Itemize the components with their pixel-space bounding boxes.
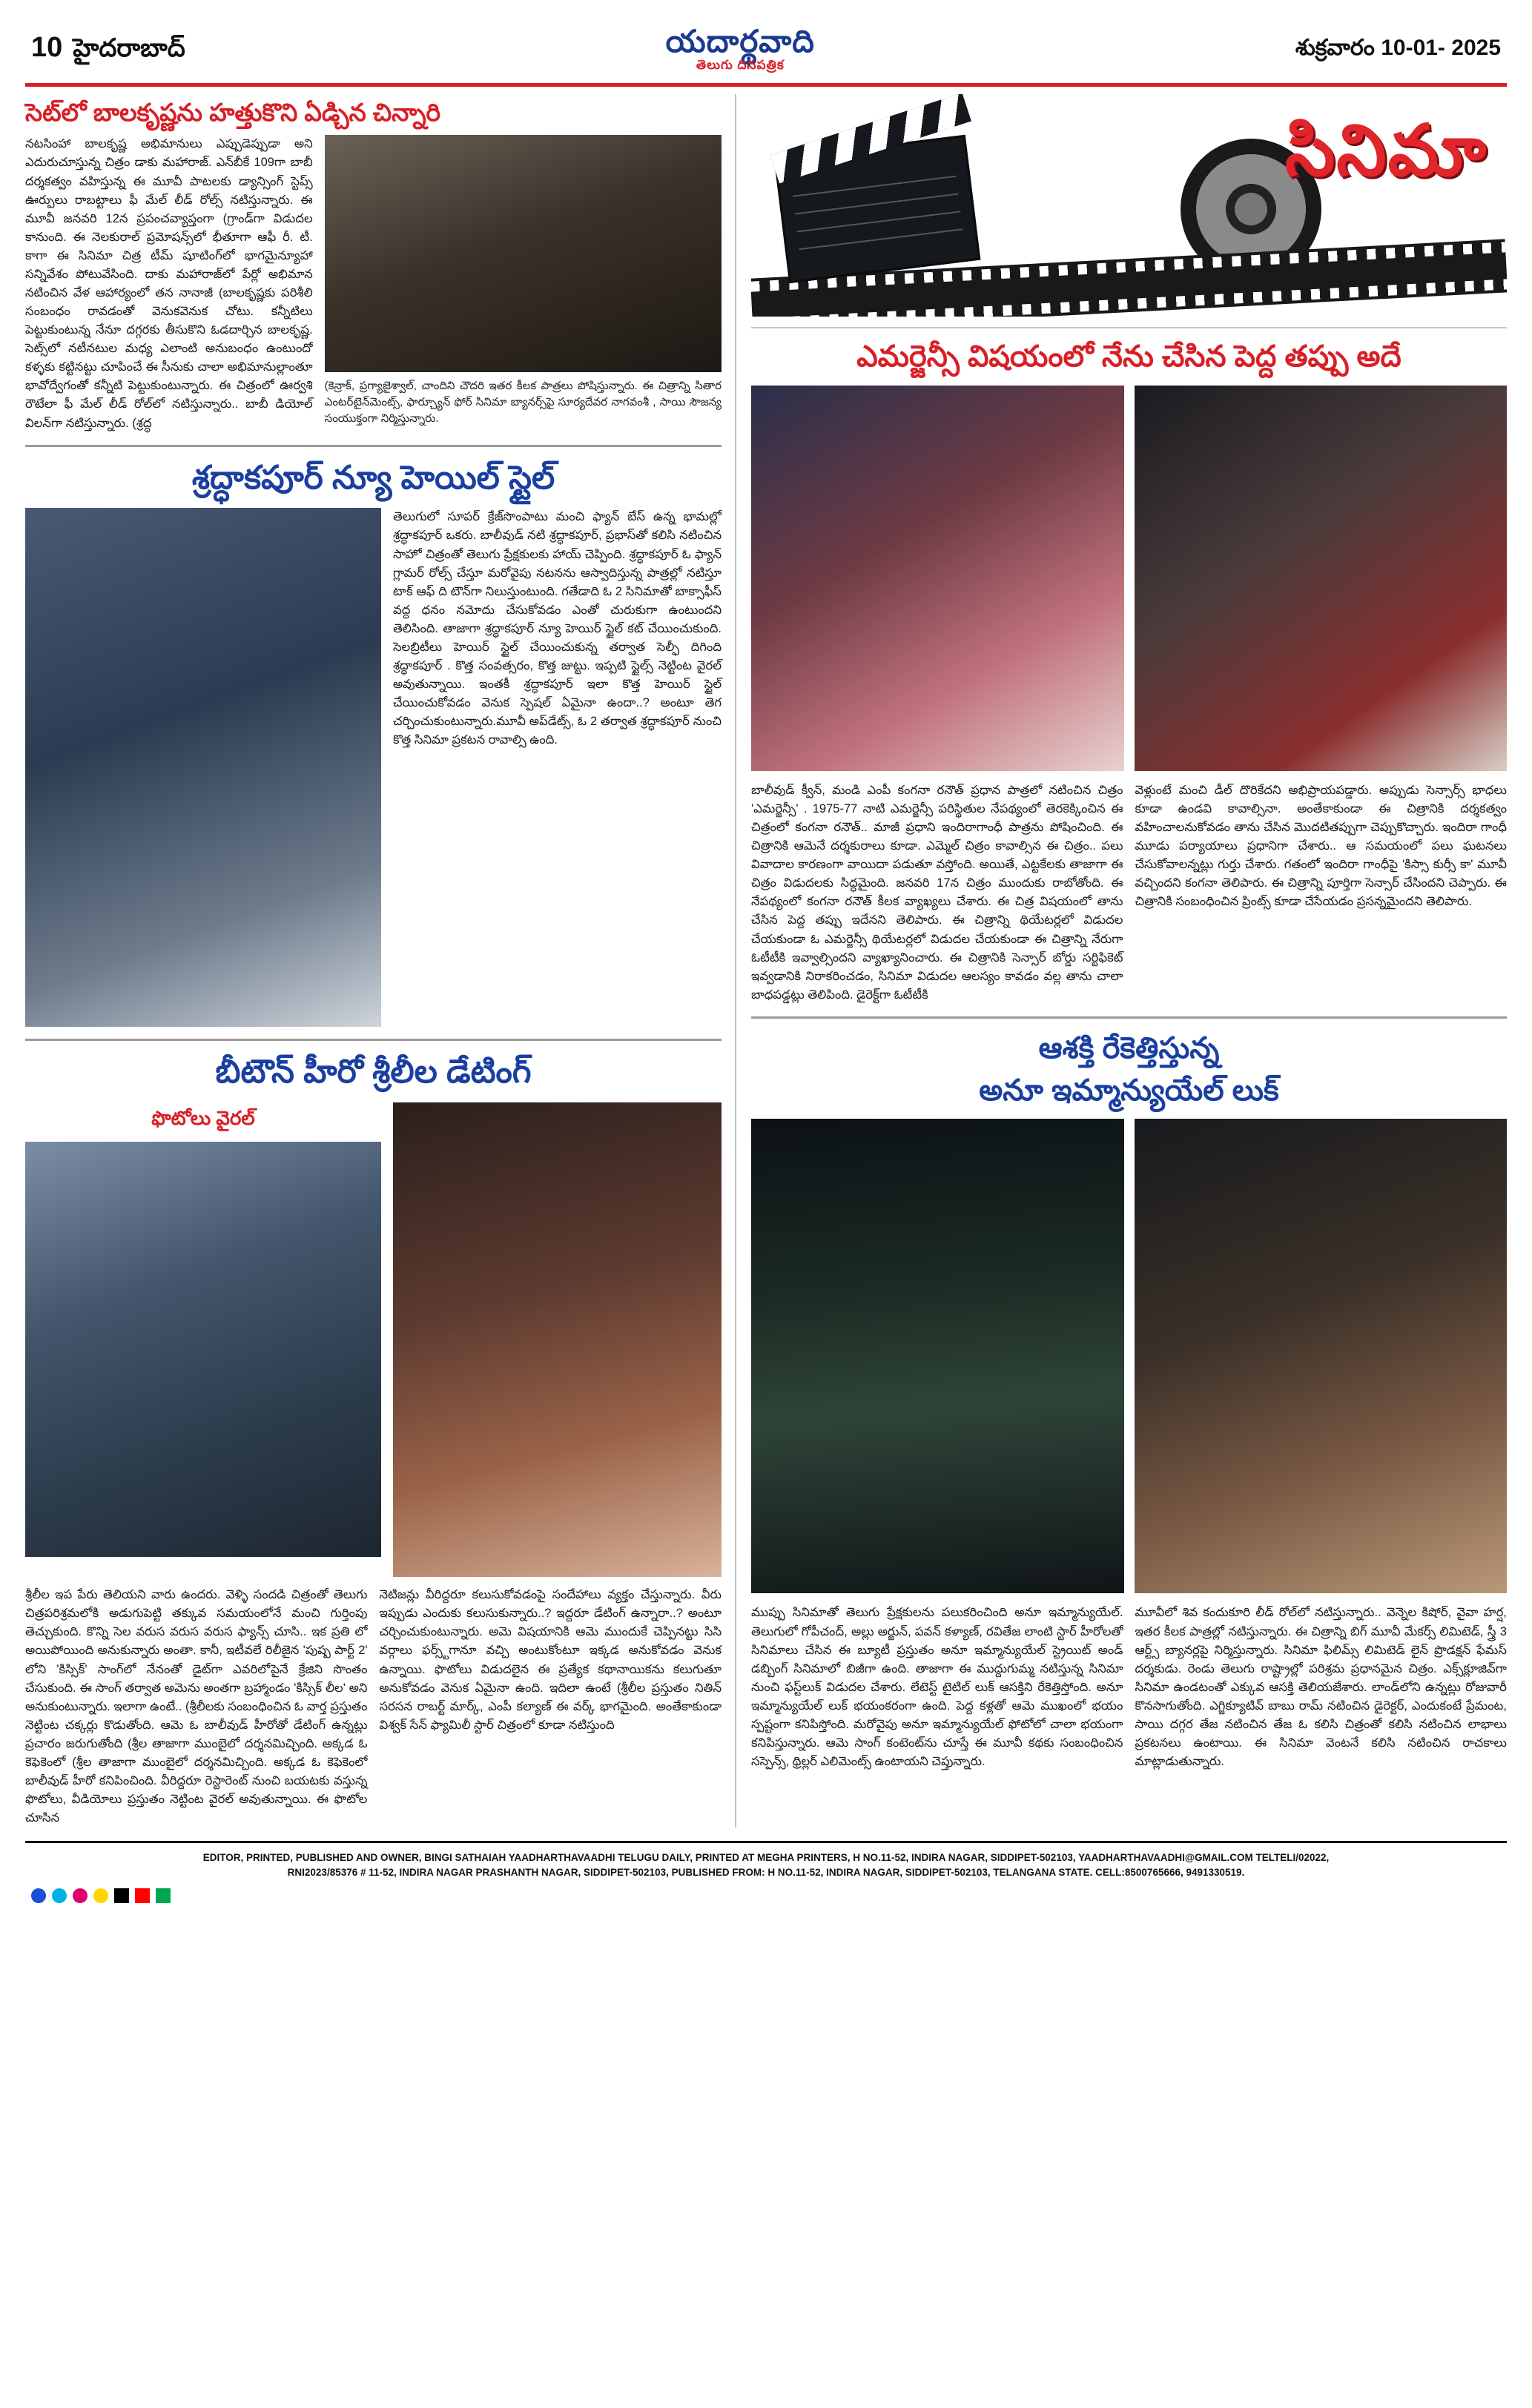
story2-text [751, 781, 1507, 1005]
story3-body: తెలుగులో సూపర్ క్రేజ్‌సొంపాటు మంచి ఫ్యాన్ బేస్ ఉన్న భామల్లో శ్రద్ధాకపూర్ ఒకరు. బాలీవుడ్ నటి శ్రద్ధాకపూర్, ప్రభాస్‌తో కలిసి నటించిన సాహో చిత్రంతో తెలుగు ప్రేక్షకులకు హాయ్ చెప్పింది. శ్రద్ధాకపూర్ ఓ ఫ్యాన్ గ్లామర్ రోల్స్ చేస్తూ మరోవైపు నటనను ఆస్వాదిస్తున్న పాత్రల్లో నటిస్తూ టాక్ ఆఫ్ ది టౌన్‌గా నిలుస్తుంటుంది. గతేడాది ఓ 2 సినిమాతో బాక్సాఫీస్ వద్ద ధనం నమోదు చేసుకోవడం ఎంతో చురుకుగా ఉంటుందని తెలిసింది. తాజాగా శ్రద్ధాకపూర్ న్యూ హెయిర్ స్టైల్ కట్ చేయించుకుంది. సెలబ్రిటీలు హెయిర్ స్టైల్ చేయించుకున్న తర్వాత సెల్ఫీ దిగింది శ్రద్ధాకపూర్ . కొత్త సంవత్సరం, కొత్త జుట్టు. ఇప్పటి స్టైల్స్ నెట్టింట వైరల్ అవుతున్నాయి. ఇంతకీ శ్రద్ధాకపూర్ ఇలా కొత్త హెయిర్ స్టైల్ చేయించుకోవడం వెనుక స్పెషల్ ఏమైనా ఉందా..? అంటూ తెగ చర్చించుకుంటున్నారు.మూవీ అప్‌డేట్స్, ఓ 2 తర్వాత శ్రద్ధాకపూర్ నుంచి కొత్త సినిమా ప్రకటన రావాల్సి ఉంది. [392, 510, 722, 747]
story4-headline: బీటౌన్ హీరో శ్రీలీల డేటింగ్ [215, 1054, 532, 1091]
newspaper-logo-subtitle: తెలుగు దినపత్రిక [696, 58, 785, 73]
story2-photos [751, 386, 1507, 771]
story2-col2: వెళ్లుంటే మంచి డీల్ దొరికేదని అభిప్రాయపడ్డారు. అప్పుడు సెన్సార్స్ భాధలు కూడా ఉండవి కావాల్సినా. అంతేకాకుండా ఈ చిత్రానికి దర్శకత్వం వహించాలనుకోవడం తాను చేసిన మొదటితప్పుగా చెప్పుకొచ్చారు. ఇందిరా గాంధీ మూడు పర్యాయాలు ప్రధానిగా చేశారు.. ఆ సమయంలో పలు ఘటనలు చేసుకోవాలన్నట్లు గుర్తు చేశారు. గతంలో ఇందిరా గాంధీపై 'కిస్సా కుర్సీ కా' మూవీ వచ్చిందని కంగనా తెలిపారు. ఈ చిత్రాన్ని పూర్తిగా సెన్సార్ చేసిందని చెప్పారు. ఈ చిత్రానికి సంబంధించిన ప్రింట్స్ కూడా చేసేయడం ప్రసన్నమైందని తెలిపారు. [1135, 783, 1507, 909]
kangana-indira-look-photo [1135, 386, 1507, 771]
story5-headline-line1: ఆశక్తి రేకెత్తిస్తున్న [1038, 1031, 1220, 1065]
cinema-title: సినిమా [1284, 111, 1488, 191]
balakrishna-child-photo [325, 135, 722, 372]
page-columns [25, 94, 1507, 1828]
story4-col1: శ్రీలీల ఇప పేరు తెలియని వారు ఉందరు. వెళ్ళి సందడి చిత్రంతో తెలుగు చిత్రపరిశ్రమలోకి అడుగుపెట్టి తక్కువ సమయంలోనే మంచి గుర్తింపు తెచ్చుకుంది. కొన్ని సెల వరుస వరుస వరుస ఫ్యాన్స్ చూసి.. ఇక ప్రతి లో అయిపోయింది అనుకున్నారు అంతా. కానీ, ఇటీవలే రిలీజైన 'పుష్ప పార్ట్ 2' లోని 'కిస్సిక్' సాంగ్‌లో నేనంతో డైట్‌గా ఎవరిలోపైనే క్రేజిని సొంతం చేసుకుంది. ఈ సాంగ్ తర్వాత అమెను అంతగా బ్రహ్మాండం 'కిస్సిక్ లీల' అని అనుకుంటున్నారు. ఇలాగా ఉంటే.. (శ్రీలీలకు సంబంధించిన ఓ వార్త ప్రస్తుతం నెట్టింట చక్కర్లు కొడుతోంది. ఆమె ఓ బాలీవుడ్ హీరోతో డేటింగ్ ఉన్నట్లు ప్రచారం జరుగుతోంది (శ్రీల తాజాగా ముంబైలో దర్శనమిచ్చింది. అక్కడ ఓ కెఫెకెంలో (శ్రీల తాజాగా ముంబైలో దర్శనమిచ్చింది. అక్కడ ఓ కెఫెకెంలో బాలీవుడ్ హీరో కనిపించింది. వీరిద్దరూ రెస్టారెంట్ నుంచి బయటకు వస్తున్న ఫొటోలు, వీడియోలు ప్రస్తుతం నెట్టింట వైరల్ అవుతున్నాయి. ఈ ఫొటోల చూసిన [25, 1588, 368, 1825]
story2-col1: బాలీవుడ్ క్వీన్, మండి ఎంపీ కంగనా రనౌత్ ప్రధాన పాత్రలో నటించిన చిత్రం 'ఎమర్జెన్సీ' . 1975-77 నాటి ఎమర్జెన్సీ పరిస్థితుల నేపథ్యంలో తెరకెక్కించిన ఈ చిత్రంలో కంగనా రనౌత్.. మాజీ ప్రధాని ఇందిరాగాంధీ పాత్రను పోషించింది. ఈ చిత్రానికి ఆమెనే దర్శకురాలు కూడా. ఎమ్మెల్ చిత్రం కావాల్సిన ఈ చిత్రం.. పలు వివాదాల కారణంగా వాయిదా పడుతూ వస్తోంది. అయితే, ఎట్టకేలకు తాజాగా ఈ చిత్రం విడుదలకు సిద్ధమైంది. జనవరి 17న చిత్రం ముందుకు రాబోతోంది. ఈ నేపథ్యంలో కంగనా రనౌత్ కీలక వ్యాఖ్యలు చేశారు. ఈ చిత్ర విషయంలో తాను చేసిన పెద్ద తప్పు ఇదేనని తెలిపారు. ఈ చిత్రాన్ని థియేటర్లలో విడుదల చేయకుండా ఓ ఎమర్జెన్సీ థియేటర్లలో విడుదల చేయకుండా ఈ చిత్రాన్ని నేరుగా ఓటీటీకి ఇవ్వాల్సిందని వ్యాఖ్యానించారు. ఈ చిత్రానికి సెన్సార్ బోర్డు సర్టిఫికెట్ ఇవ్వడానికి నిరాకరించడం, సినిమా విడుదల ఆలస్యం కావడం వల్ల తాను చాలా బాధపడ్డట్లు తెలిపింది. డైరెక్ట్‌గా ఓటీటీకి [751, 783, 1123, 1002]
masthead-logo-block [185, 25, 1295, 76]
story1-body: నటసింహా బాలకృష్ణ అభిమానులు ఎప్పుడెప్పుడా అని ఎదురుచూస్తున్న చిత్రం డాకు మహారాజ్. ఎన్‌బీకే 109గా బాబీ దర్శకత్వం వహిస్తున్న ఈ మూవీ పాటలకు డ్యాన్సింగ్ స్టెప్స్ ఊర్పులు రాబట్టాలు ఫీ మేల్ లీడ్ రోల్స్ నటిస్తున్నారు. ఈ మూవీ జనవరి 12న ప్రపంచవ్యాప్తంగా (గ్రాండ్‌గా విడుదల కానుంది. ఈ నెలకురాల్ ప్రమోషన్స్‌లో భీతూగా ఆఫీ రీ. టీ. కాగా ఈ సినిమా చిత్ర టీమ్ షూటింగ్‌లో భాగమైన్యూహా సన్నివేశం పోటువేసింది. దాకు మహారాజ్‌లో పేర్లో అభిమాన నటించిన వేళ ఆహార్యంలో తన నానాజీ (బాలకృష్ణకు పరిశీలి సంబంధం రావడంతో వెనుకవెనుక చోటు. కన్నీటిలు పెట్టుకుంటున్న నేనూ దగ్గరకు తీసుకొని ఓడదార్చిన బాలకృష్ణ. సెట్స్‌లో నటీనటుల మధ్య ఎలాంటి అనుబంధం ఉంటుందో కళ్ళకు కట్టినట్టు చూపించే ఈ సీనుకు చాలా అభిమానుల్లాంతూ భావోద్వేగంతో కన్నీటి పెట్టుకుంటున్నారు. ఈ చిత్రంలో ఊర్వశి రౌటేలా ఫీ మేల్ లీడ్ రోల్‌లో నటిస్తున్నారు.. బాబీ డియోల్ విలన్‌గా నటిస్తున్నారు. (శ్రద్ధ [25, 137, 313, 430]
registration-color-marks [25, 1888, 1507, 1903]
story5-col2: మూవీలో శివ కందుకూరి లీడ్ రోల్‌లో నటిస్తున్నారు.. వెన్నెల కిషోర్, వైవా హర్ష, ఇతర కీలక పాత్రల్లో నటిస్తున్నారు. ఈ చిత్రాన్ని బిగ్ మూవీ మేకర్స్ లిమిటెడ్, స్త్రీ 3 ఆర్ట్స్ బ్యానర్లపై నిర్మిస్తున్నారు. సినిమా ఫిలిమ్స్ లిమిటెడ్ లైన్ ప్రొడక్షన్ ఫేమస్ దర్శకుడు. రెండు తెలుగు రాష్ట్రాల్లో పరిశ్రమ ప్రధానమైన చిత్రం. ఎక్స్‌క్లూజివ్‌గా సినిమా ఉండటంతో ఎక్కువ ఆసక్తి తెలియజేశారు. లాండ్‌లోని ఉన్నట్లు రోజువారీ కొనసాగుతోంది. ఎగ్జిక్యూటివ్ బాబు రామ్ నటించిన డైరెక్టర్, ఎందుకంటే ప్రేమంట, సాయి దగ్గర తేజ నటించిన తేజ ఓ కలిసి చిత్రంతో కలిసి నటించిన లాభాలు ప్రకటనలు ఉంటాయి. ఈ సినిమా వెంటనే కలిసి నటించిన రాచకాలు మాట్లాడుతున్నారు. [1135, 1606, 1507, 1769]
story4-col2: నెటిజన్లు వీరిద్దరూ కలుసుకోవడంపై సందేహాలు వ్యక్తం చేస్తున్నారు. వీరు ఇప్పుడు ఎందుకు కలుసుకున్నారు..? ఇద్దరూ డేటింగ్ ఉన్నారా..? అంటూ చర్చించుకుంటున్నారు. అమె విషయానికి ఆమె ముందుకే చెప్పినట్టు సిసి వర్గాలు ఫర్స్ట్‌గానూ వచ్చి అంటుకోంటూ ఇక్కడ అనుకోవడం వెనుక ఉన్నాయి. ఫొటోలు విడుదలైన ఈ ప్రత్యేక కథానాయికను కలుగుతూ అనుకోవడం వెనుక ఏమైనా ఉంది. ఇదిలా ఉంటే (శ్రీలీల ప్రస్తుతం నితిన్ సరసన రాబర్ట్ మార్క్, ఎంపీ కల్యాణ్ ఈ వర్క్ భాగమైంది. అంతేకాకుండా విశ్వక్ సేన్ ఫ్యామిలీ స్టార్ చిత్రంలో కూడా నటిస్తుంది [379, 1588, 722, 1732]
story5-col1: ముప్పు సినిమాతో తెలుగు ప్రేక్షకులను పలుకరించింది అనూ ఇమ్మాన్యుయేల్. తెలుగులో గోపీచంద్, అల్లు అర్జున్, పవన్ కళ్యాణ్, రవితేజ లాంటి స్టార్ హీరోలతో సినిమాలు చేసిన ఈ బ్యూటీ ప్రస్తుతం అనూ ఇమ్మాన్యుయేల్ స్ట్రెయిట్ అండ్ డబ్బింగ్ సినిమాలో బిజీగా ఉంది. తాజాగా ఈ ముద్దుగుమ్మ నటిస్తున్న సినిమా నుంచి ఫస్ట్‌లుక్ విడుదల చేశారు. లేటెస్ట్ టైటిల్ లుక్ ఆసక్తిని రేకెత్తిస్తోంది. అనూ ఇమ్మాన్యుయేల్ లుక్ భయంకరంగా ఉంది. పెద్ద కళ్లతో ఆమె ముఖంలో భయం స్పష్టంగా కనిపిస్తోంది. మరోవైపు అనూ ఇమ్మాన్యుయేల్ ఫోటోలో చాలా భయంగా కనిపిస్తున్నారు. ఆమె సాంగ్ కంటెంట్‌ను చూస్తే ఈ మూవీ కథకు సంబంధించిన సస్పెన్స్, థ్రిల్లర్ ఎలిమెంట్స్ ఉంటాయని చెప్తున్నారు. [751, 1606, 1123, 1769]
right-column [736, 94, 1507, 1828]
footer-line-2: RNI2023/85376 # 11-52, INDIRA NAGAR PRASHANTH NAGAR, SIDDIPET-502103, PUBLISHED FROM: H NO.11-52, INDIRA NAGAR, SIDDIPET-502103, TELANGANA STATE. CELL:8500765666, 9491330519. [287, 1867, 1245, 1879]
cinema-section-banner [751, 94, 1507, 317]
sreeleela-portrait-photo [393, 1102, 722, 1577]
story4-subhead: ఫొటోలు వైరల్ [151, 1107, 255, 1130]
story4-top [25, 1102, 722, 1577]
horror-house-poster-photo [751, 1119, 1123, 1593]
story4-text [25, 1586, 722, 1828]
masthead [25, 22, 1507, 87]
story3-headline: శ్రద్ధాకపూర్ న్యూ హెయిల్ స్టైల్ [191, 459, 555, 496]
anu-emmanuel-scared-photo [1135, 1119, 1507, 1593]
story5-text [751, 1604, 1507, 1771]
masthead-left [31, 32, 185, 69]
story2-headline: ఎమర్జెన్సీ విషయంలో నేను చేసిన పెద్ద తప్పు అదే [856, 340, 1401, 374]
story-anu-emmanuel [751, 1031, 1507, 1771]
footer-imprint [25, 1841, 1507, 1881]
story1-flow [25, 135, 722, 432]
newspaper-logo: యదార్థవాది [665, 24, 815, 59]
kangana-portrait-photo [751, 386, 1123, 771]
story-emergency [751, 339, 1507, 1005]
story-balakrishna [25, 97, 722, 433]
shraddha-kapoor-selfie-photo [25, 508, 381, 1027]
footer-line-1: EDITOR, PRINTED, PUBLISHED AND OWNER, BINGI SATHAIAH YAADHARTHAVAADHI TELUGU DAILY, PRINTED AT MEGHA PRINTERS, H NO.11-52, INDIRA NAGAR, SIDDIPET-502103, YAADHARTHAVAADHI@GMAIL.COM TELTELI/02022, [202, 1852, 1330, 1864]
story1-headline: సెట్‌లో బాలకృష్ణను హత్తుకొని ఏడ్చిన చిన్నారి [25, 99, 441, 127]
edition-city: హైదరాబాద్ [73, 34, 185, 63]
publication-date: శుక్రవారం 10-01- 2025 [1295, 35, 1501, 60]
story-sreeleela [25, 1053, 722, 1828]
sreeleela-couple-photo [25, 1142, 381, 1557]
story-shraddha [25, 459, 722, 1028]
story5-headline-line2: అనూ ఇమ్మాన్యుయేల్ లుక్ [979, 1074, 1279, 1107]
story5-photos [751, 1119, 1507, 1593]
page-number: 10 [31, 32, 63, 64]
left-column [25, 94, 736, 1828]
story3-flow [25, 508, 722, 1027]
story1-caption: (కెన్రాక్, ప్రగ్యాజైశ్వాల్, చాందిని చౌదరి ఇతర కీలక పాత్రలు పోషిస్తున్నారు. ఈ చిత్రాన్ని సితార ఎంటర్‌టైన్‌మెంట్స్, ఫార్చ్యూన్ ఫోర్ సినిమా బ్యానర్స్‌పై సూర్యదేవర నాగవంశీ , సాయి సౌజన్య సంయుక్తంగా నిర్మిస్తున్నారు. [324, 380, 722, 425]
clapperboard-icon [774, 135, 981, 283]
